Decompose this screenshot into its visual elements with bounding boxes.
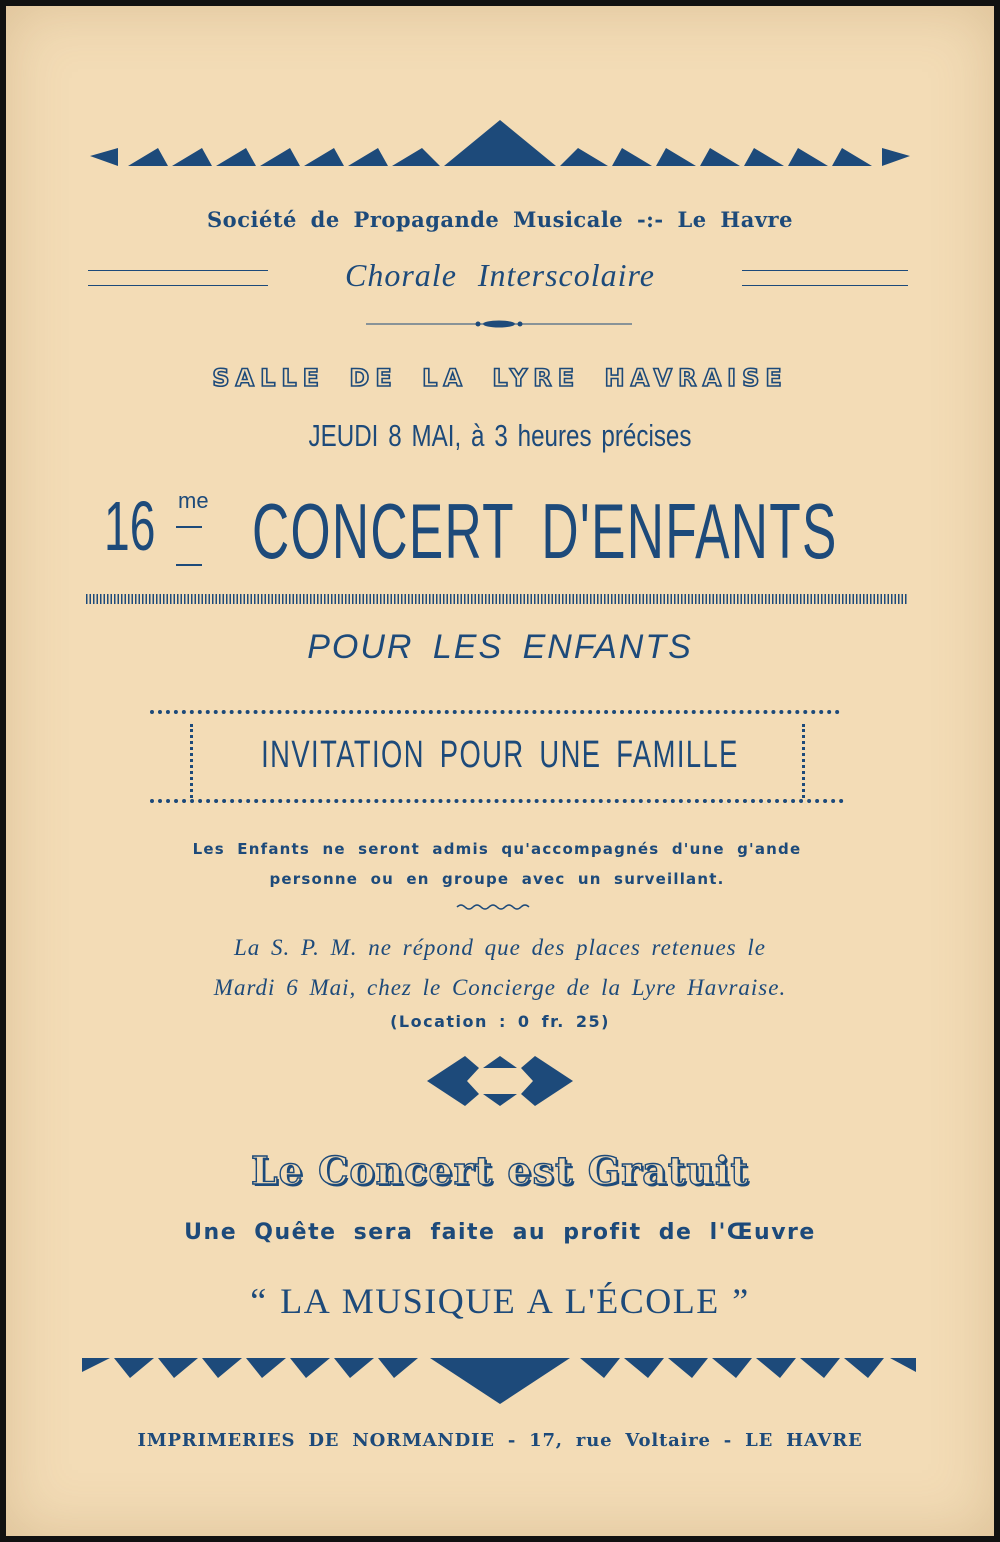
concert-number: 16 <box>104 487 156 565</box>
concert-title: CONCERT D'ENFANTS <box>252 487 838 575</box>
charity-name: “ LA MUSIQUE A L'ÉCOLE ” <box>250 1281 750 1321</box>
concert-number-suffix: me <box>178 488 209 513</box>
hall-name: SALLE DE LA LYRE HAVRAISE <box>212 364 788 392</box>
suffix-underline <box>176 564 202 566</box>
suffix-underline <box>176 526 202 528</box>
frame-dotted-bottom <box>150 799 844 803</box>
reservation-note <box>0 928 1000 1008</box>
flourish-divider <box>366 318 632 330</box>
chorale-name: Chorale Interscolaire <box>345 257 655 293</box>
wavy-divider <box>455 902 533 912</box>
audience-line: POUR LES ENFANTS <box>307 628 693 666</box>
event-date: JEUDI 8 MAI, à 3 heures précises <box>308 418 692 453</box>
admission-note-line: personne ou en groupe avec un surveillant. <box>269 870 725 888</box>
admission-note <box>84 834 910 894</box>
concert-title-block <box>100 486 900 586</box>
collection-note: Une Quête sera faite au profit de l'Œuvre <box>184 1220 816 1245</box>
bottom-ornament-border <box>80 1354 920 1406</box>
printer-credit: IMPRIMERIES DE NORMANDIE - 17, rue Voltaire - LE HAVRE <box>137 1430 863 1451</box>
free-concert-heading: Le Concert est Gratuit <box>250 1148 750 1193</box>
top-ornament-border <box>80 118 920 176</box>
frame-dotted-top <box>150 710 840 714</box>
society-name: Société de Propagande Musicale -:- Le Havre <box>207 207 793 232</box>
location-price: (Location : 0 fr. 25) <box>390 1012 610 1031</box>
invitation-label: INVITATION POUR UNE FAMILLE <box>261 734 739 776</box>
admission-note-line: Les Enfants ne seront admis qu'accompagnés d'une g'ande <box>192 840 802 858</box>
diamond-ornament <box>425 1054 575 1108</box>
reservation-line: La S. P. M. ne répond que des places retenues le <box>234 935 766 960</box>
reservation-line: Mardi 6 Mai, chez le Concierge de la Lyre Havraise. <box>213 975 787 1000</box>
hatched-rule <box>86 594 908 604</box>
